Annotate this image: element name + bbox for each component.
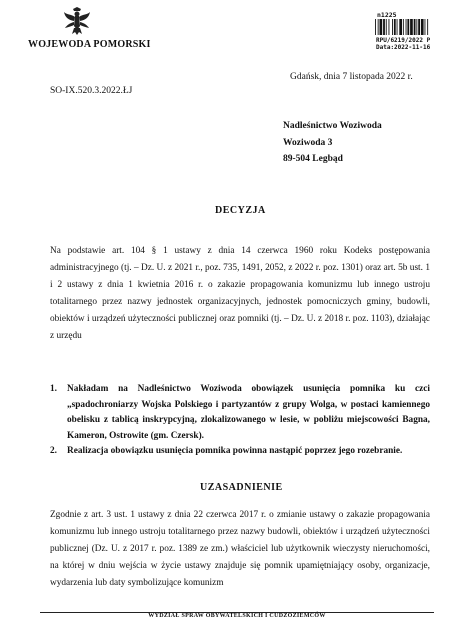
issuer-name: WOJEWODA POMORSKI xyxy=(28,39,151,50)
decision-item xyxy=(50,444,430,460)
registry-number: n1225 xyxy=(377,11,397,19)
barcode xyxy=(375,19,446,35)
intro-paragraph: Na podstawie art. 104 § 1 ustawy z dnia 14 czerwca 1960 roku Kodeks postępowania administracyjnego (tj. – Dz. U. z 2021 r., poz. 735, 1491, 2052, z 2022 r. poz. 1301) oraz art. 5b ust. 1 i 2 ustawy z dnia 1 kwietnia 2016 r. o zakazie propagowania komunizmu lub innego ustroju totalitarnego przez nazwy jednostek organizacyjnych, jednostek pomocniczych gminy, budowli, obiektów i urządzeń użyteczności publicznej oraz pomniki (tj. – Dz. U. z 2018 r. poz. 1103), działając z urzędu xyxy=(50,246,430,341)
decision-heading: DECYZJA xyxy=(215,205,266,216)
decision-item-number: 2. xyxy=(50,446,57,456)
decision-item-text: Nakładam na Nadleśnictwo Woziwoda obowiązek usunięcia pomnika ku czci „spadochroniarzy Wojska Polskiego i partyzantów z grupy Wolga, w postaci kamiennego obelisku z tablicą inskrypcyjną, zlokalizowanego w lesie, w pobliżu miejscowości Bagna, Kameron, Ostrowite (gm. Czersk). xyxy=(67,384,430,441)
decision-item-text: Realizacja obowiązku usunięcia pomnika powinna nastąpić poprzez jego rozebranie. xyxy=(67,446,403,456)
recipient-street: Woziwoda 3 xyxy=(283,137,333,148)
decision-list xyxy=(50,382,430,460)
decision-item-number: 1. xyxy=(50,384,57,394)
decision-item xyxy=(50,382,430,444)
registry-date: Data:2022-11-16 xyxy=(376,44,431,51)
recipient-name: Nadleśnictwo Woziwoda xyxy=(283,121,382,131)
recipient-postcode-city: 89-504 Legbąd xyxy=(283,154,343,164)
registry-ref: RPU/6219/2022 P xyxy=(376,37,431,44)
place-and-date: Gdańsk, dnia 7 listopada 2022 r. xyxy=(290,72,413,82)
registry-code xyxy=(376,37,430,51)
justification-paragraph: Zgodnie z art. 3 ust. 1 ustawy z dnia 22 czerwca 2017 r. o zmianie ustawy o zakazie propagowania komunizmu lub innego ustroju totalitarnego przez nazwy budowli, obiektów i urządzeń użyteczności publicznej (Dz. U. z 2017 r. poz. 1389 ze zm.) właściciel lub użytkownik wieczysty nieruchomości, na której w dniu wejścia w życie ustawy znajduje się pomnik upamiętniający osoby, organizacje, wydarzenia lub daty symbolizujące komunizm xyxy=(50,510,430,588)
justification-heading: UZASADNIENIE xyxy=(200,482,283,493)
case-number: SO-IX.520.3.2022.ŁJ xyxy=(50,86,133,96)
recipient-address xyxy=(283,118,382,168)
footer-department: WYDZIAŁ SPRAW OBYWATELSKICH I CUDZOZIEMCÓW xyxy=(148,613,326,619)
eagle-emblem-icon xyxy=(63,6,91,36)
